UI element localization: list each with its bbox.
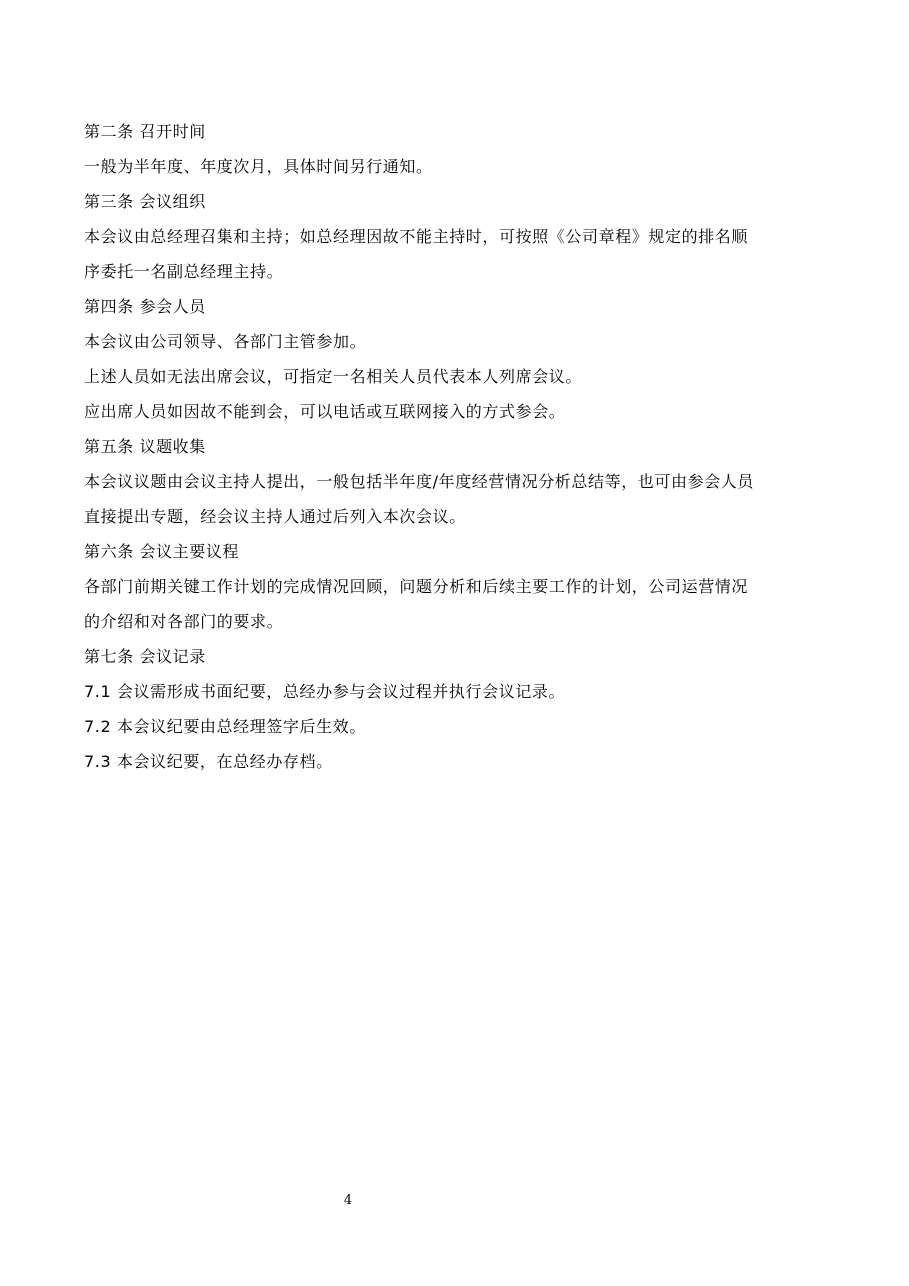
document-body <box>84 114 829 779</box>
paragraph-text: 应出席人员如因故不能到会，可以电话或互联网接入的方式参会。 <box>84 402 566 421</box>
paragraph-text: 本会议由公司领导、各部门主管参加。 <box>84 332 367 351</box>
paragraph-text: 序委托一名副总经理主持。 <box>84 262 284 281</box>
article-4-heading: 第四条 参会人员 <box>84 297 206 316</box>
paragraph-text: 的介绍和对各部门的要求。 <box>84 612 284 631</box>
article-2-heading: 第二条 召开时间 <box>84 122 206 141</box>
page-number: 4 <box>343 1193 353 1208</box>
paragraph-text: 直接提出专题，经会议主持人通过后列入本次会议。 <box>84 507 466 526</box>
article-5-heading: 第五条 议题收集 <box>84 437 206 456</box>
clause-7-2: 7.2 本会议纪要由总经理签字后生效。 <box>84 717 366 736</box>
paragraph-text: 本会议由总经理召集和主持；如总经理因故不能主持时，可按照《公司章程》规定的排名顺 <box>84 227 749 246</box>
paragraph-text: 一般为半年度、年度次月，具体时间另行通知。 <box>84 157 433 176</box>
paragraph-text: 上述人员如无法出席会议，可指定一名相关人员代表本人列席会议。 <box>84 367 583 386</box>
article-6-heading: 第六条 会议主要议程 <box>84 542 240 561</box>
article-3-heading: 第三条 会议组织 <box>84 192 206 211</box>
paragraph-text: 本会议议题由会议主持人提出，一般包括半年度/年度经营情况分析总结等，也可由参会人员 <box>84 472 754 491</box>
paragraph-text: 各部门前期关键工作计划的完成情况回顾，问题分析和后续主要工作的计划，公司运营情况 <box>84 577 749 596</box>
article-7-heading: 第七条 会议记录 <box>84 647 206 666</box>
clause-7-3: 7.3 本会议纪要，在总经办存档。 <box>84 752 333 771</box>
clause-7-1: 7.1 会议需形成书面纪要，总经办参与会议过程并执行会议记录。 <box>84 682 566 701</box>
